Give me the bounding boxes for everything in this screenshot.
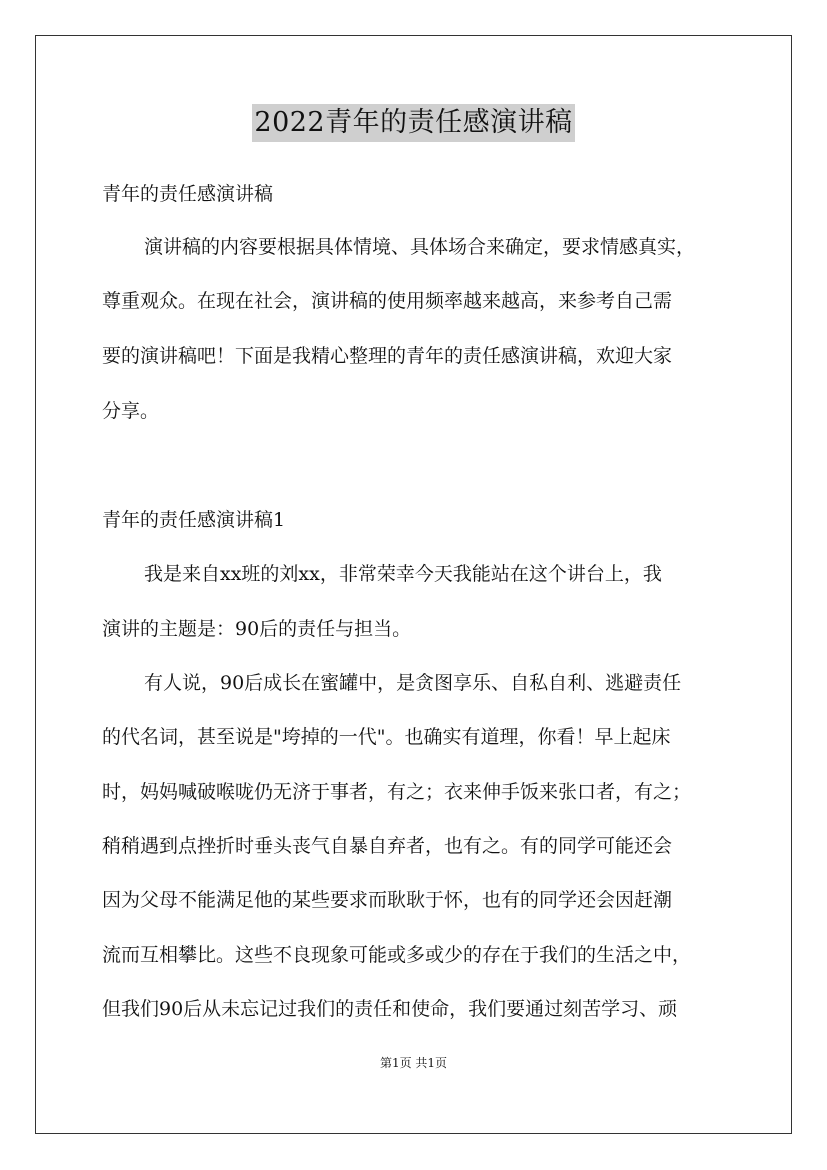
paragraph-line: 稍稍遇到点挫折时垂头丧气自暴自弃者，也有之。有的同学可能还会: [102, 835, 673, 857]
paragraph-line: 尊重观众。在现在社会，演讲稿的使用频率越来越高，来参考自己需: [102, 290, 673, 312]
paragraph-line: 我是来自xx班的刘xx，非常荣幸今天我能站在这个讲台上，我: [144, 563, 662, 585]
paragraph-line: 演讲稿的内容要根据具体情境、具体场合来确定，要求情感真实，: [144, 236, 696, 258]
page-footer: 第1页 共1页: [379, 1056, 448, 1070]
paragraph-line: 分享。: [102, 400, 160, 422]
paragraph-line: 的代名词，甚至说是"垮掉的一代"。也确实有道理，你看！早上起床: [102, 726, 671, 748]
section-heading: 青年的责任感演讲稿1: [102, 509, 286, 531]
title-container: [0, 104, 827, 142]
paragraph-line: 演讲的主题是：90后的责任与担当。: [102, 618, 412, 640]
section-heading: 青年的责任感演讲稿: [102, 183, 274, 205]
paragraph-line: 要的演讲稿吧！下面是我精心整理的青年的责任感演讲稿，欢迎大家: [102, 345, 673, 367]
paragraph-line: 但我们90后从未忘记过我们的责任和使命，我们要通过刻苦学习、顽: [102, 998, 678, 1020]
paragraph-line: 有人说，90后成长在蜜罐中，是贪图享乐、自私自利、逃避责任: [144, 672, 682, 694]
document-title: 2022青年的责任感演讲稿: [252, 104, 574, 142]
paragraph-line: 因为父母不能满足他的某些要求而耿耿于怀，也有的同学还会因赶潮: [102, 889, 673, 911]
paragraph-line: 时，妈妈喊破喉咙仍无济于事者，有之；衣来伸手饭来张口者，有之；: [102, 781, 692, 803]
paragraph-line: 流而互相攀比。这些不良现象可能或多或少的存在于我们的生活之中，: [102, 944, 692, 966]
